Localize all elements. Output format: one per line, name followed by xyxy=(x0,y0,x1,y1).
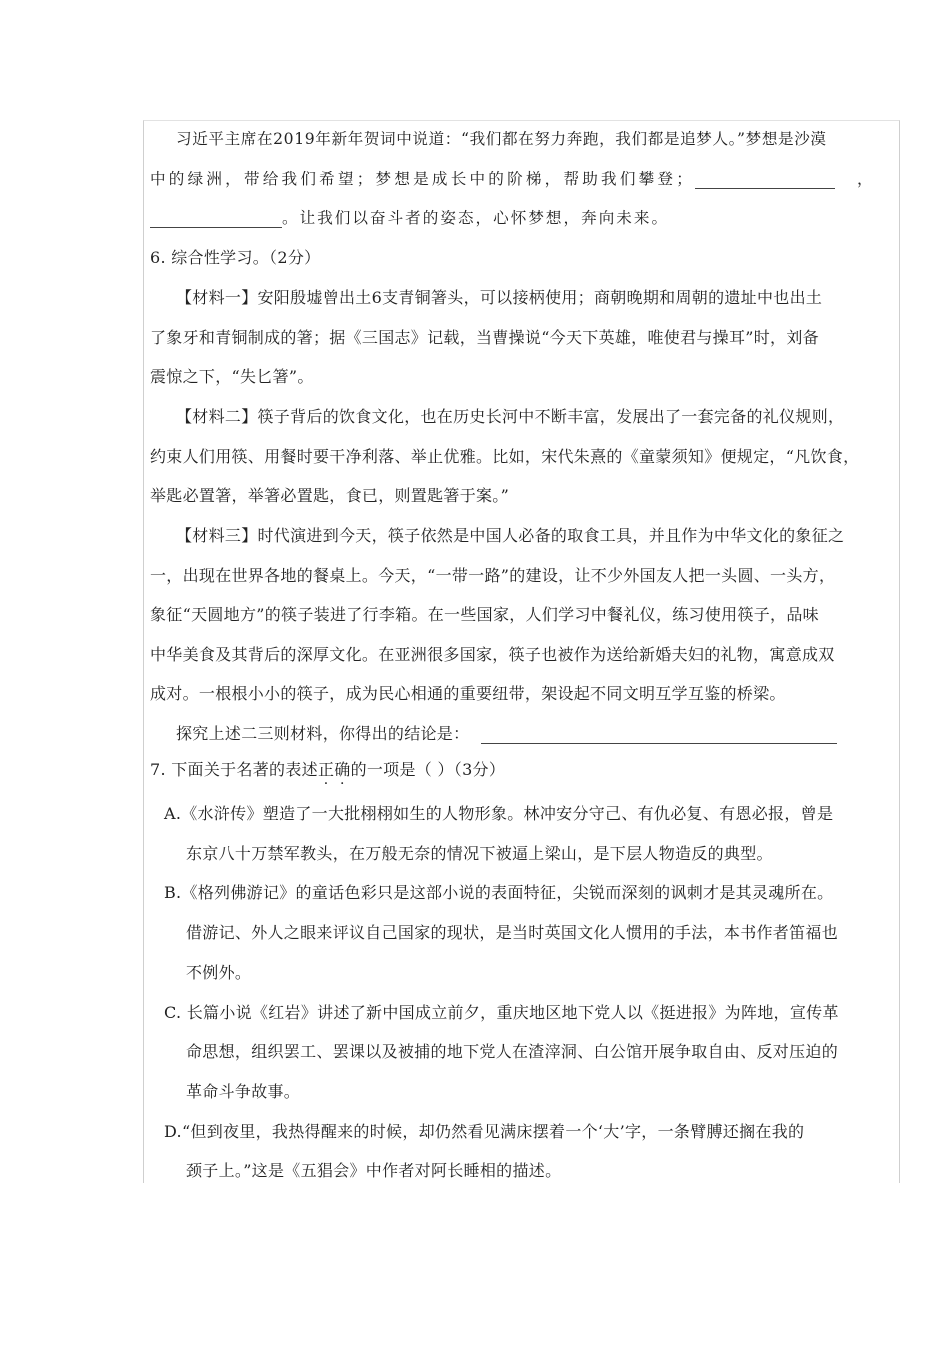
intro-line-1: 习近平主席在2019年新年贺词中说道：“我们都在努力奔跑，我们都是追梦人。”梦想是沙漠 xyxy=(176,130,827,148)
answer-blank-2[interactable] xyxy=(150,211,282,228)
material-2-line-3: 举匙必置箸，举箸必置匙，食已，则置匙箸于案。” xyxy=(150,486,510,505)
intro-line-2-text: 中的绿洲，带给我们希望；梦想是成长中的阶梯，帮助我们攀登； xyxy=(150,170,696,188)
answer-blank-1[interactable] xyxy=(695,172,835,189)
q6-answer-blank[interactable] xyxy=(481,727,837,744)
intro-line-3 xyxy=(150,208,669,228)
option-b-line-1: B.《格列佛游记》的童话色彩只是这部小说的表面特征，尖锐而深刻的讽刺才是其灵魂所在。 xyxy=(164,883,834,902)
emphasis-char-2: 确 xyxy=(334,760,351,779)
material-1-line-2: 了象牙和青铜制成的箸；据《三国志》记载，当曹操说“今天下英雄，唯使君与操耳”时，刘备 xyxy=(150,328,819,347)
option-c-line-3: 革命斗争故事。 xyxy=(186,1082,301,1101)
q7-title xyxy=(150,760,505,780)
emphasis-char-1: 正 xyxy=(317,760,335,779)
intro-line-2-comma: ， xyxy=(857,170,876,188)
option-b-line-3: 不例外。 xyxy=(186,963,252,982)
q6-title: 6. 综合性学习。（2分） xyxy=(150,248,321,267)
option-c-line-1: C. 长篇小说《红岩》讲述了新中国成立前夕，重庆地区地下党人以《挺进报》为阵地，宣传革 xyxy=(164,1003,839,1022)
q7-title-a: 7. 下面关于名著的表述 xyxy=(150,760,318,779)
option-a-line-1: A.《水浒传》塑造了一大批栩栩如生的人物形象。林冲安分守己、有仇必复、有恩必报，曾是 xyxy=(164,804,834,823)
q7-title-b: 的一项是（ ）（3分） xyxy=(350,760,506,779)
option-d-line-1: D.“但到夜里，我热得醒来的时候，却仍然看见满床摆着一个‘大’字，一条臂膊还搁在我的 xyxy=(164,1122,805,1141)
material-3-line-2: 一，出现在世界各地的餐桌上。今天，“一带一路”的建设，让不少外国友人把一头圆、一头方， xyxy=(150,566,836,585)
material-3-line-5: 成对。一根根小小的筷子，成为民心相通的重要纽带，架设起不同文明互学互鉴的桥梁。 xyxy=(150,684,786,703)
intro-line-3-text: 。让我们以奋斗者的姿态，心怀梦想，奔向未来。 xyxy=(282,209,670,227)
material-3-line-4: 中华美食及其背后的深厚文化。在亚洲很多国家，筷子也被作为送给新婚夫妇的礼物，寓意成双 xyxy=(150,645,835,664)
material-3-line-1: 【材料三】时代演进到今天，筷子依然是中国人必备的取食工具，并且作为中华文化的象征之 xyxy=(176,526,845,545)
intro-line-2 xyxy=(150,169,876,189)
material-1-line-3: 震惊之下，“失匕箸”。 xyxy=(150,367,314,386)
option-c-line-2: 命思想，组织罢工、罢课以及被捕的地下党人在渣滓洞、白公馆开展争取自由、反对压迫的 xyxy=(186,1042,839,1061)
option-d-line-2: 颈子上。”这是《五猖会》中作者对阿长睡相的描述。 xyxy=(186,1161,562,1180)
material-2-line-1: 【材料二】筷子背后的饮食文化，也在历史长河中不断丰富，发展出了一套完备的礼仪规则， xyxy=(176,407,845,426)
option-a-line-2: 东京八十万禁军教头，在万般无奈的情况下被逼上梁山，是下层人物造反的典型。 xyxy=(186,844,773,863)
material-2-line-2: 约束人们用筷、用餐时要干净利落、举止优雅。比如，宋代朱熹的《童蒙须知》便规定，“凡饮食， xyxy=(150,447,860,466)
q6-prompt xyxy=(176,724,837,744)
option-b-line-2: 借游记、外人之眼来评议自己国家的现状，是当时英国文化人惯用的手法，本书作者笛福也 xyxy=(186,923,839,942)
q6-prompt-text: 探究上述二三则材料，你得出的结论是： xyxy=(176,724,470,743)
material-1-line-1: 【材料一】安阳殷墟曾出土6支青铜箸头，可以接柄使用；商朝晚期和周朝的遗址中也出土 xyxy=(176,288,823,307)
material-3-line-3: 象征“天圆地方”的筷子装进了行李箱。在一些国家，人们学习中餐礼仪，练习使用筷子，品味 xyxy=(150,605,819,624)
